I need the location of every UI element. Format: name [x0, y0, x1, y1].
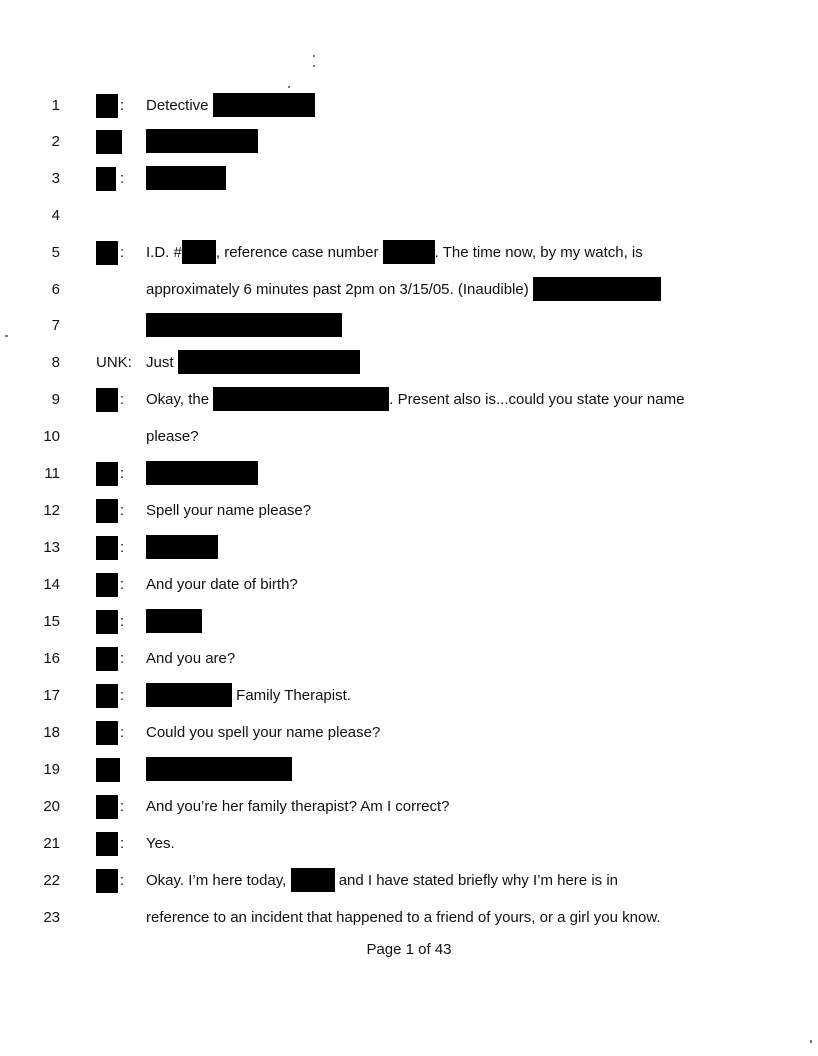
line-text: [146, 276, 661, 304]
transcript-line: [0, 349, 818, 377]
line-text: [146, 534, 218, 562]
speaker-colon: :: [120, 502, 125, 519]
line-number: 23: [43, 909, 60, 926]
redaction-bar: [213, 93, 315, 117]
line-number: 12: [43, 502, 60, 519]
scan-speck: [810, 1040, 812, 1043]
line-number: 9: [51, 391, 60, 408]
line-text: please?: [146, 428, 199, 445]
redaction-bar: [146, 129, 258, 153]
transcript-line: [0, 423, 818, 451]
redaction-bar: [146, 461, 258, 485]
line-text: [146, 608, 202, 636]
redaction-bar: [383, 240, 435, 264]
transcript-line: [0, 830, 818, 858]
transcript-line: [0, 202, 818, 230]
line-number: 10: [43, 428, 60, 445]
line-number: 13: [43, 539, 60, 556]
redacted-speaker: [96, 684, 118, 708]
line-text: [146, 460, 258, 488]
transcript-line: [0, 867, 818, 895]
line-text: [146, 682, 351, 710]
redacted-speaker: [96, 241, 118, 265]
line-number: 4: [51, 207, 60, 224]
speaker-colon: :: [120, 613, 125, 630]
line-text: And you are?: [146, 650, 236, 667]
redaction-bar: [291, 868, 335, 892]
line-number: 17: [43, 687, 60, 704]
speaker-colon: :: [120, 687, 125, 704]
line-number: 14: [43, 576, 60, 593]
redacted-speaker: [96, 795, 118, 819]
text-segment: Detective: [146, 97, 209, 114]
line-text: [146, 239, 643, 267]
line-text: Yes.: [146, 835, 175, 852]
line-text: [146, 92, 315, 120]
transcript-line: [0, 276, 818, 304]
text-segment: approximately 6 minutes past 2pm on 3/15/05. (Inaudible): [146, 281, 529, 298]
page-footer: Page 1 of 43: [366, 941, 452, 958]
text-segment: , reference case number: [215, 244, 379, 261]
redacted-speaker: [96, 610, 118, 634]
text-segment: Family Therapist.: [236, 687, 351, 704]
redacted-speaker: [96, 94, 118, 118]
redacted-speaker: [96, 758, 120, 782]
redaction-bar: [533, 277, 661, 301]
line-number: 15: [43, 613, 60, 630]
speaker-colon: :: [120, 465, 125, 482]
transcript-line: [0, 571, 818, 599]
speaker-colon: :: [120, 391, 125, 408]
redacted-speaker: [96, 462, 118, 486]
redacted-speaker: [96, 869, 118, 893]
speaker-colon: :: [120, 576, 125, 593]
text-segment: I.D. #: [146, 244, 182, 261]
transcript-line: [0, 904, 818, 932]
line-number: 3: [51, 170, 60, 187]
transcript-line: [0, 608, 818, 636]
text-segment: Just: [146, 354, 174, 371]
transcript-line: [0, 386, 818, 414]
transcript-line: [0, 497, 818, 525]
line-number: 5: [51, 244, 60, 261]
redacted-speaker: [96, 647, 118, 671]
transcript-line: [0, 534, 818, 562]
transcript-line: [0, 165, 818, 193]
line-number: 1: [51, 97, 60, 114]
scan-speck: [288, 86, 290, 88]
redaction-bar: [146, 757, 292, 781]
line-number: 16: [43, 650, 60, 667]
transcript-line: [0, 682, 818, 710]
redaction-bar: [213, 387, 389, 411]
speaker-colon: :: [120, 170, 125, 187]
transcript-line: [0, 719, 818, 747]
transcript-line: [0, 793, 818, 821]
line-number: 18: [43, 724, 60, 741]
line-number: 8: [51, 354, 60, 371]
redaction-bar: [182, 240, 216, 264]
transcript-line: [0, 128, 818, 156]
text-segment: Okay. I’m here today,: [146, 872, 287, 889]
speaker-colon: :: [120, 97, 125, 114]
line-text: reference to an incident that happened to a friend of yours, or a girl you know.: [146, 909, 661, 926]
transcript-line: [0, 312, 818, 340]
speaker-colon: :: [120, 650, 125, 667]
line-text: Could you spell your name please?: [146, 724, 381, 741]
line-number: 6: [51, 281, 60, 298]
speaker-colon: :: [120, 798, 125, 815]
line-text: Spell your name please?: [146, 502, 312, 519]
speaker-colon: :: [120, 244, 125, 261]
redaction-bar: [146, 683, 232, 707]
redaction-bar: [146, 535, 218, 559]
line-text: [146, 867, 618, 895]
line-number: 21: [43, 835, 60, 852]
text-segment: . The time now, by my watch, is: [434, 244, 643, 261]
redacted-speaker: [96, 130, 122, 154]
line-number: 19: [43, 761, 60, 778]
speaker-colon: :: [120, 835, 125, 852]
line-number: 7: [51, 317, 60, 334]
line-text: [146, 386, 684, 414]
text-segment: . Present also is...could you state your name: [389, 391, 685, 408]
text-segment: and I have stated briefly why I’m here is in: [338, 872, 618, 889]
text-segment: Okay, the: [146, 391, 210, 408]
line-number: 20: [43, 798, 60, 815]
speaker-colon: :: [120, 872, 125, 889]
transcript-line: [0, 92, 818, 120]
line-text: [146, 349, 360, 377]
redaction-bar: [146, 609, 202, 633]
redacted-speaker: [96, 388, 118, 412]
line-number: 22: [43, 872, 60, 889]
redacted-speaker: [96, 573, 118, 597]
line-text: [146, 128, 258, 156]
line-text: [146, 312, 342, 340]
redaction-bar: [178, 350, 360, 374]
redaction-bar: [146, 313, 342, 337]
scan-speck: [313, 65, 315, 67]
speaker-colon: :: [120, 724, 125, 741]
line-text: [146, 165, 226, 193]
line-text: And your date of birth?: [146, 576, 298, 593]
redacted-speaker: [96, 832, 118, 856]
line-text: And you’re her family therapist? Am I correct?: [146, 798, 450, 815]
redacted-speaker: [96, 499, 118, 523]
line-number: 2: [51, 133, 60, 150]
speaker-colon: :: [120, 539, 125, 556]
line-text: [146, 756, 292, 784]
redacted-speaker: [96, 721, 118, 745]
transcript-line: [0, 460, 818, 488]
transcript-line: [0, 645, 818, 673]
scan-speck: [313, 55, 315, 57]
transcript-line: [0, 239, 818, 267]
speaker-unk: UNK:: [96, 354, 132, 371]
redacted-speaker: [96, 536, 118, 560]
line-number: 11: [44, 465, 60, 482]
transcript-line: [0, 756, 818, 784]
redacted-speaker: [96, 167, 116, 191]
redaction-bar: [146, 166, 226, 190]
